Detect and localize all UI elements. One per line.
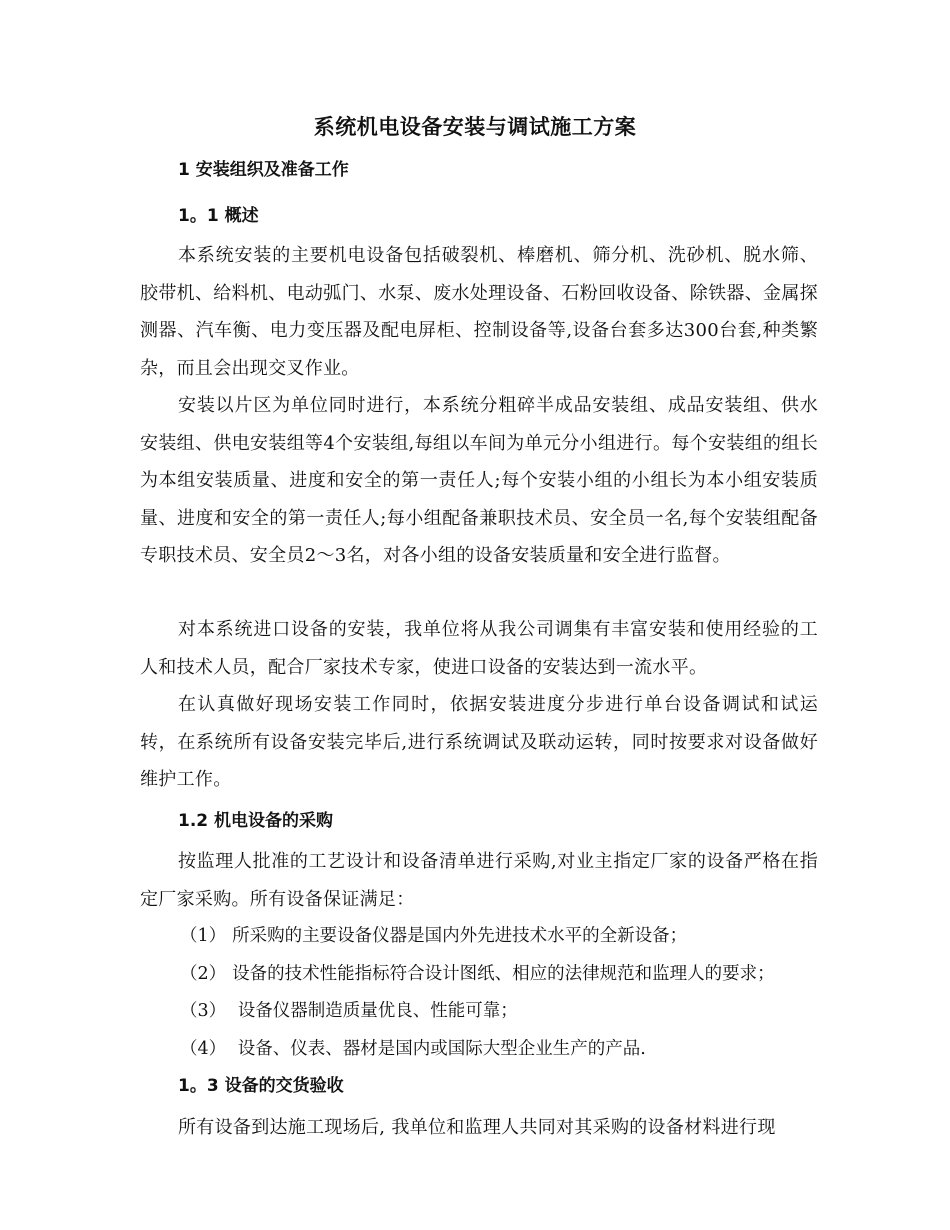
list-item-number: （4） [180, 1039, 227, 1059]
list-item-text: 所采购的主要设备仪器是国内外先进技术水平的全新设备； [232, 926, 688, 946]
list-item [180, 961, 820, 987]
document-title: 系统机电设备安装与调试施工方案 [313, 115, 637, 139]
paragraph-commissioning: 在认真做好现场安装工作同时，依据安装进度分步进行单台设备调试和试运转，在系统所有设备安装完毕后,进行系统调试及联动运转，同时按要求对设备做好维护工作。 [140, 694, 818, 790]
paragraph-delivery-acceptance: 所有设备到达施工现场后, 我单位和监理人共同对其采购的设备材料进行现 [178, 1117, 776, 1138]
list-item-text: 设备的技术性能指标符合设计图纸、相应的法律规范和监理人的要求； [232, 964, 775, 984]
section-1-heading: 1 安装组织及准备工作 [178, 160, 349, 180]
list-item-number: （3） [180, 1001, 227, 1021]
section-1-3-heading: 1。3 设备的交货验收 [178, 1076, 344, 1096]
list-item-number: （1） [180, 926, 227, 946]
paragraph-imported-equipment: 对本系统进口设备的安装，我单位将从我公司调集有丰富安装和使用经验的工人和技术人员，配合厂家技术专家，使进口设备的安装达到一流水平。 [140, 619, 818, 678]
paragraph-procurement: 按监理人批准的工艺设计和设备清单进行采购,对业主指定厂家的设备严格在指定厂家采购。所有设备保证满足： [140, 851, 818, 910]
section-1-2-heading: 1.2 机电设备的采购 [178, 811, 334, 831]
list-item [180, 998, 820, 1024]
section-1-1-heading: 1。1 概述 [178, 206, 259, 226]
list-item-text: 设备、仪表、器材是国内或国际大型企业生产的产品. [232, 1039, 646, 1059]
list-item-text: 设备仪器制造质量优良、性能可靠； [232, 1001, 518, 1021]
paragraph-overview-equipment: 本系统安装的主要机电设备包括破裂机、棒磨机、筛分机、洗砂机、脱水筛、胶带机、给料机、电动弧门、水泵、废水处理设备、石粉回收设备、除铁器、金属探测器、汽车衡、电力变压器及配电屏柜、控制设备等,设备台套多达300台套,种类繁杂，而且会出现交叉作业。 [140, 245, 818, 379]
list-item-number: （2） [180, 964, 227, 984]
list-item [180, 1036, 820, 1062]
paragraph-installation-groups: 安装以片区为单位同时进行，本系统分粗碎半成品安装组、成品安装组、供水安装组、供电安装组等4个安装组,每组以车间为单元分小组进行。每个安装组的组长为本组安装质量、进度和安全的第一责任人;每个安装小组的小组长为本小组安装质量、进度和安全的第一责任人;每小组配备兼职技术员、安全员一名,每个安装组配备专职技术员、安全员2～3名，对各小组的设备安装质量和安全进行监督。 [140, 395, 818, 566]
list-item [180, 923, 820, 949]
